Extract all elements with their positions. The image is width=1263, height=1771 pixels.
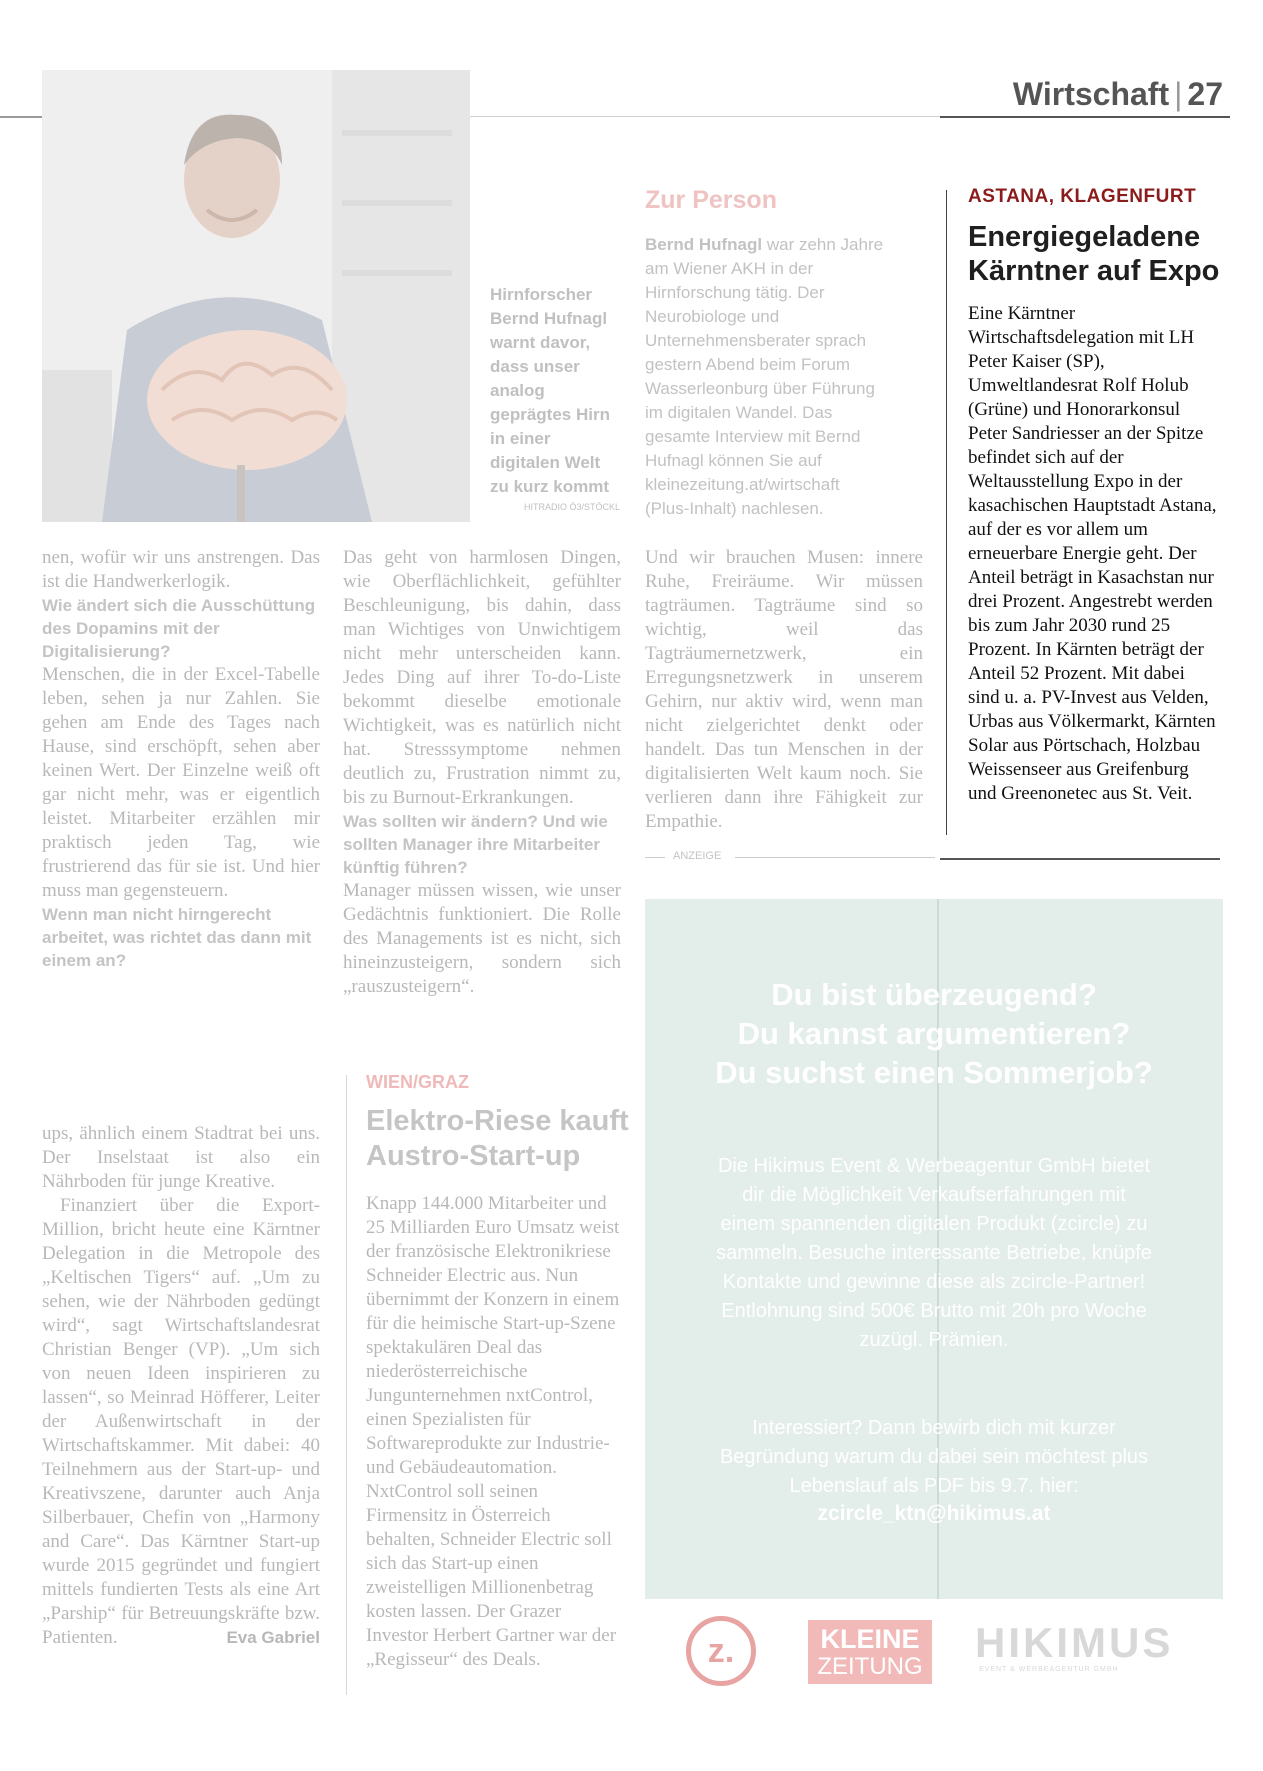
hikimus-logo: [975, 1620, 1185, 1673]
interview-question: Was sollten wir ändern? Und wie sollten Manager ihre Mitarbeiter künftig führen?: [343, 812, 608, 877]
hikimus-logo-text: HIKIMUS: [975, 1619, 1174, 1666]
ad-headline-line: Du suchst einen Sommerjob?: [715, 1055, 1153, 1090]
interview-paragraph: Manager müssen wissen, wie unser Gedächtnis funktioniert. Die Rolle des Managements ist es nicht, sich hineinzusteigern, sondern sich „rauszusteigern“.: [343, 880, 621, 997]
section-header: [1013, 76, 1223, 113]
expo-vertical-rule: [946, 190, 947, 835]
header-rule-right: [940, 116, 1230, 118]
expo-bottom-rule: [940, 858, 1220, 860]
ad-panel: [645, 899, 1223, 1599]
zur-person-name: Bernd Hufnagl: [645, 235, 763, 254]
hirnforscher-photo-image: [42, 70, 470, 522]
author-name: Eva Gabriel: [226, 1628, 320, 1647]
ad-headline-line: Du bist überzeugend?: [771, 977, 1097, 1012]
hikimus-logo-subtitle: EVENT & WERBEAGENTUR GMBH: [979, 1666, 1119, 1673]
header-rule-middle: [470, 116, 940, 117]
interview-paragraph: Das geht von harmlosen Dingen, wie Oberflächlichkeit, gefühlter Beschleunigung, bis dahin, dass man Wichtiges von Unwichtigem nicht mehr unterscheiden kann. Jedes Ding auf ihrer To-do-Liste bekommt dieselbe emotionale Wichtigkeit, was es natürlich nicht hat. Stresssymptome nehmen deutlich zu, Frustration nimmt zu, bis zu Burnout-Erkrankungen.: [343, 547, 621, 808]
startup-article: [42, 1122, 320, 1650]
elektro-headline: Elektro-Riese kauft Austro-Start-up: [366, 1105, 629, 1172]
elektro-paragraph: Knapp 144.000 Mitarbeiter und 25 Milliarden Euro Umsatz weist der französische Elektronikriese Schneider Electric aus. Nun übernimmt der Konzern in einem für die heimische Start-up-Szene spektakulären Deal das niederösterreichische Jungunternehmen nxtControl, einen Spezialisten für Softwareprodukte zur Industrie- und Gebäudeautomation. NxtControl soll seinen Firmensitz in Österreich behalten, Schneider Electric soll sich das Start-up einen zweistelligen Millionenbetrag kosten lassen. Der Grazer Investor Herbert Gartner war der „Regisseur“ des Deals.: [366, 1193, 620, 1670]
zeitung-logo-line: ZEITUNG: [817, 1653, 923, 1680]
expo-body: Eine Kärntner Wirtschaftsdelegation mit LH Peter Kaiser (SP), Umweltlandesrat Rolf Holub (Grüne) und Honorarkonsul Peter Sandriesser an der Spitze befindet sich auf der Weltausstellung Expo in der kasachischen Hauptstadt Astana, auf der es vor allem um erneuerbare Energie geht. Der Anteil beträgt in Kasachstan nur drei Prozent. Angestrebt werden bis zum Jahr 2030 rund 25 Prozent. In Kärnten beträgt der Anteil 52 Prozent. Mit dabei sind u. a. PV-Invest aus Velden, Urbas aus Völkermarkt, Kärnten Solar aus Pörtschach, Holzbau Weissenseer aus Greifenburg und Greenonetec aus St. Veit.: [968, 303, 1217, 804]
page-number: 27: [1187, 76, 1223, 112]
startup-paragraph: ups, ähnlich einem Stadtrat bei uns. Der Inselstaat ist also ein Nährboden für junge Kreative.: [42, 1123, 320, 1192]
photo-credit: HITRADIO Ö3/STÖCKL: [523, 502, 620, 512]
interview-paragraph: Menschen, die in der Excel-Tabelle leben, sehen ja nur Zahlen. Sie gehen am Ende des Tages nach Hause, sind erschöpft, sehen aber keinen Wert. Der Einzelne weiß oft gar nicht mehr, was er eigentlich leistet. Mitarbeiter erzählen mir praktisch jeden Tag, wie frustrierend das für sie ist. Und hier muss man gegensteuern.: [42, 664, 320, 901]
ad-headline: [645, 975, 1223, 1092]
interview-column-1: [42, 546, 320, 972]
interview-question: Wie ändert sich die Ausschüttung des Dopamins mit der Digitalisierung?: [42, 596, 316, 661]
header-separator: |: [1174, 76, 1183, 112]
elektro-body: [366, 1192, 622, 1672]
zur-person-title: Zur Person: [645, 186, 777, 214]
interview-question: Wenn man nicht hirngerecht arbeitet, was richtet das dann mit einem an?: [42, 905, 312, 970]
elektro-kicker: WIEN/GRAZ: [366, 1072, 469, 1092]
zur-person-bio: war zehn Jahre am Wiener AKH in der Hirnforschung tätig. Der Neurobiologe und Unternehmensberater sprach gestern Abend beim Forum Wasserleonburg über Führung im digitalen Wandel. Das gesamte Interview mit Bernd Hufnagl können Sie auf kleinezeitung.at/wirtschaft (Plus-Inhalt) nachlesen.: [645, 235, 884, 518]
expo-headline: Energiegeladene Kärntner auf Expo: [968, 221, 1220, 287]
startup-paragraph: Finanziert über die Export-Million, bricht heute eine Kärntner Delegation in die Metropole des „Keltischen Tigers“ auf. „Um zu sehen, wie der Nährboden gedüngt wird“, sagt Wirtschaftslandesrat Christian Benger (VP). „Um sich von neuen Ideen inspirieren zu lassen“, so Meinrad Höfferer, Leiter der Außenwirtschaft in der Wirtschaftskammer. Mit dabei: 40 Teilnehmern aus der Start-up- und Kreativszene, darunter auch Anja Silberbauer, Chefin von „Harmony and Care“. Das Kärntner Start-up wurde 2015 gegründet und fungiert mittels fundierten Tests als eine Art „Parship“ für Betreuungskräfte bzw. Patienten.: [42, 1195, 320, 1648]
ad-headline-line: Du kannst argumentieren?: [737, 1016, 1131, 1051]
ad-label: ANZEIGE: [673, 850, 722, 862]
ad-label-rule-left: [645, 857, 665, 858]
kleine-logo-line: KLEINE: [820, 1624, 920, 1654]
elektro-vertical-rule: [346, 1075, 347, 1695]
interview-column-3: [645, 546, 923, 834]
header-rule-left: [0, 116, 42, 118]
zur-person-text: [645, 233, 885, 521]
interview-paragraph: Und wir brauchen Musen: innere Ruhe, Freiräume. Wir müssen tagträumen. Tagträume sind so wichtig, weil das Tagträumernetzwerk, ein Erregungsnetzwerk in unserem Gehirn, nur aktiv wird, wenn man nicht zielgerichtet denkt oder handelt. Das tun Menschen in der digitalisierten Welt kaum noch. Sie verlieren dann ihre Fähigkeit zur Empathie.: [645, 547, 923, 832]
zcircle-logo: z.: [686, 1616, 756, 1686]
photo-caption: Hirnforscher Bernd Hufnagl warnt davor, dass unser analog geprägtes Hirn in einer digitalen Welt zu kurz kommt: [490, 285, 610, 496]
article-photo: [42, 70, 470, 522]
interview-paragraph: nen, wofür wir uns anstrengen. Das ist die Handwerkerlogik.: [42, 547, 320, 592]
interview-column-2: [343, 546, 621, 999]
expo-kicker: ASTANA, KLAGENFURT: [968, 186, 1197, 207]
ad-label-rule-right: [735, 857, 935, 858]
section-title: Wirtschaft: [1012, 76, 1170, 112]
ad-call-to-action: Interessiert? Dann bewirb dich mit kurzer Begründung warum du dabei sein möchtest plus Lebenslauf als PDF bis 9.7. hier:: [719, 1417, 1149, 1497]
ad-email-link[interactable]: zcircle_ktn@hikimus.at: [817, 1502, 1051, 1525]
kleine-zeitung-logo: [808, 1620, 932, 1684]
ad-body: Die Hikimus Event & Werbeagentur GmbH bietet dir die Möglichkeit Verkaufserfahrungen mit einem spannenden digitalen Produkt (zcircle) zu sammeln. Besuche interessante Betriebe, knüpfe Kontakte und gewinne diese als zcircle-Partner! Entlohnung sind 500€ Brutto mit 20h pro Woche zuzügl. Prämien.: [716, 1155, 1152, 1351]
